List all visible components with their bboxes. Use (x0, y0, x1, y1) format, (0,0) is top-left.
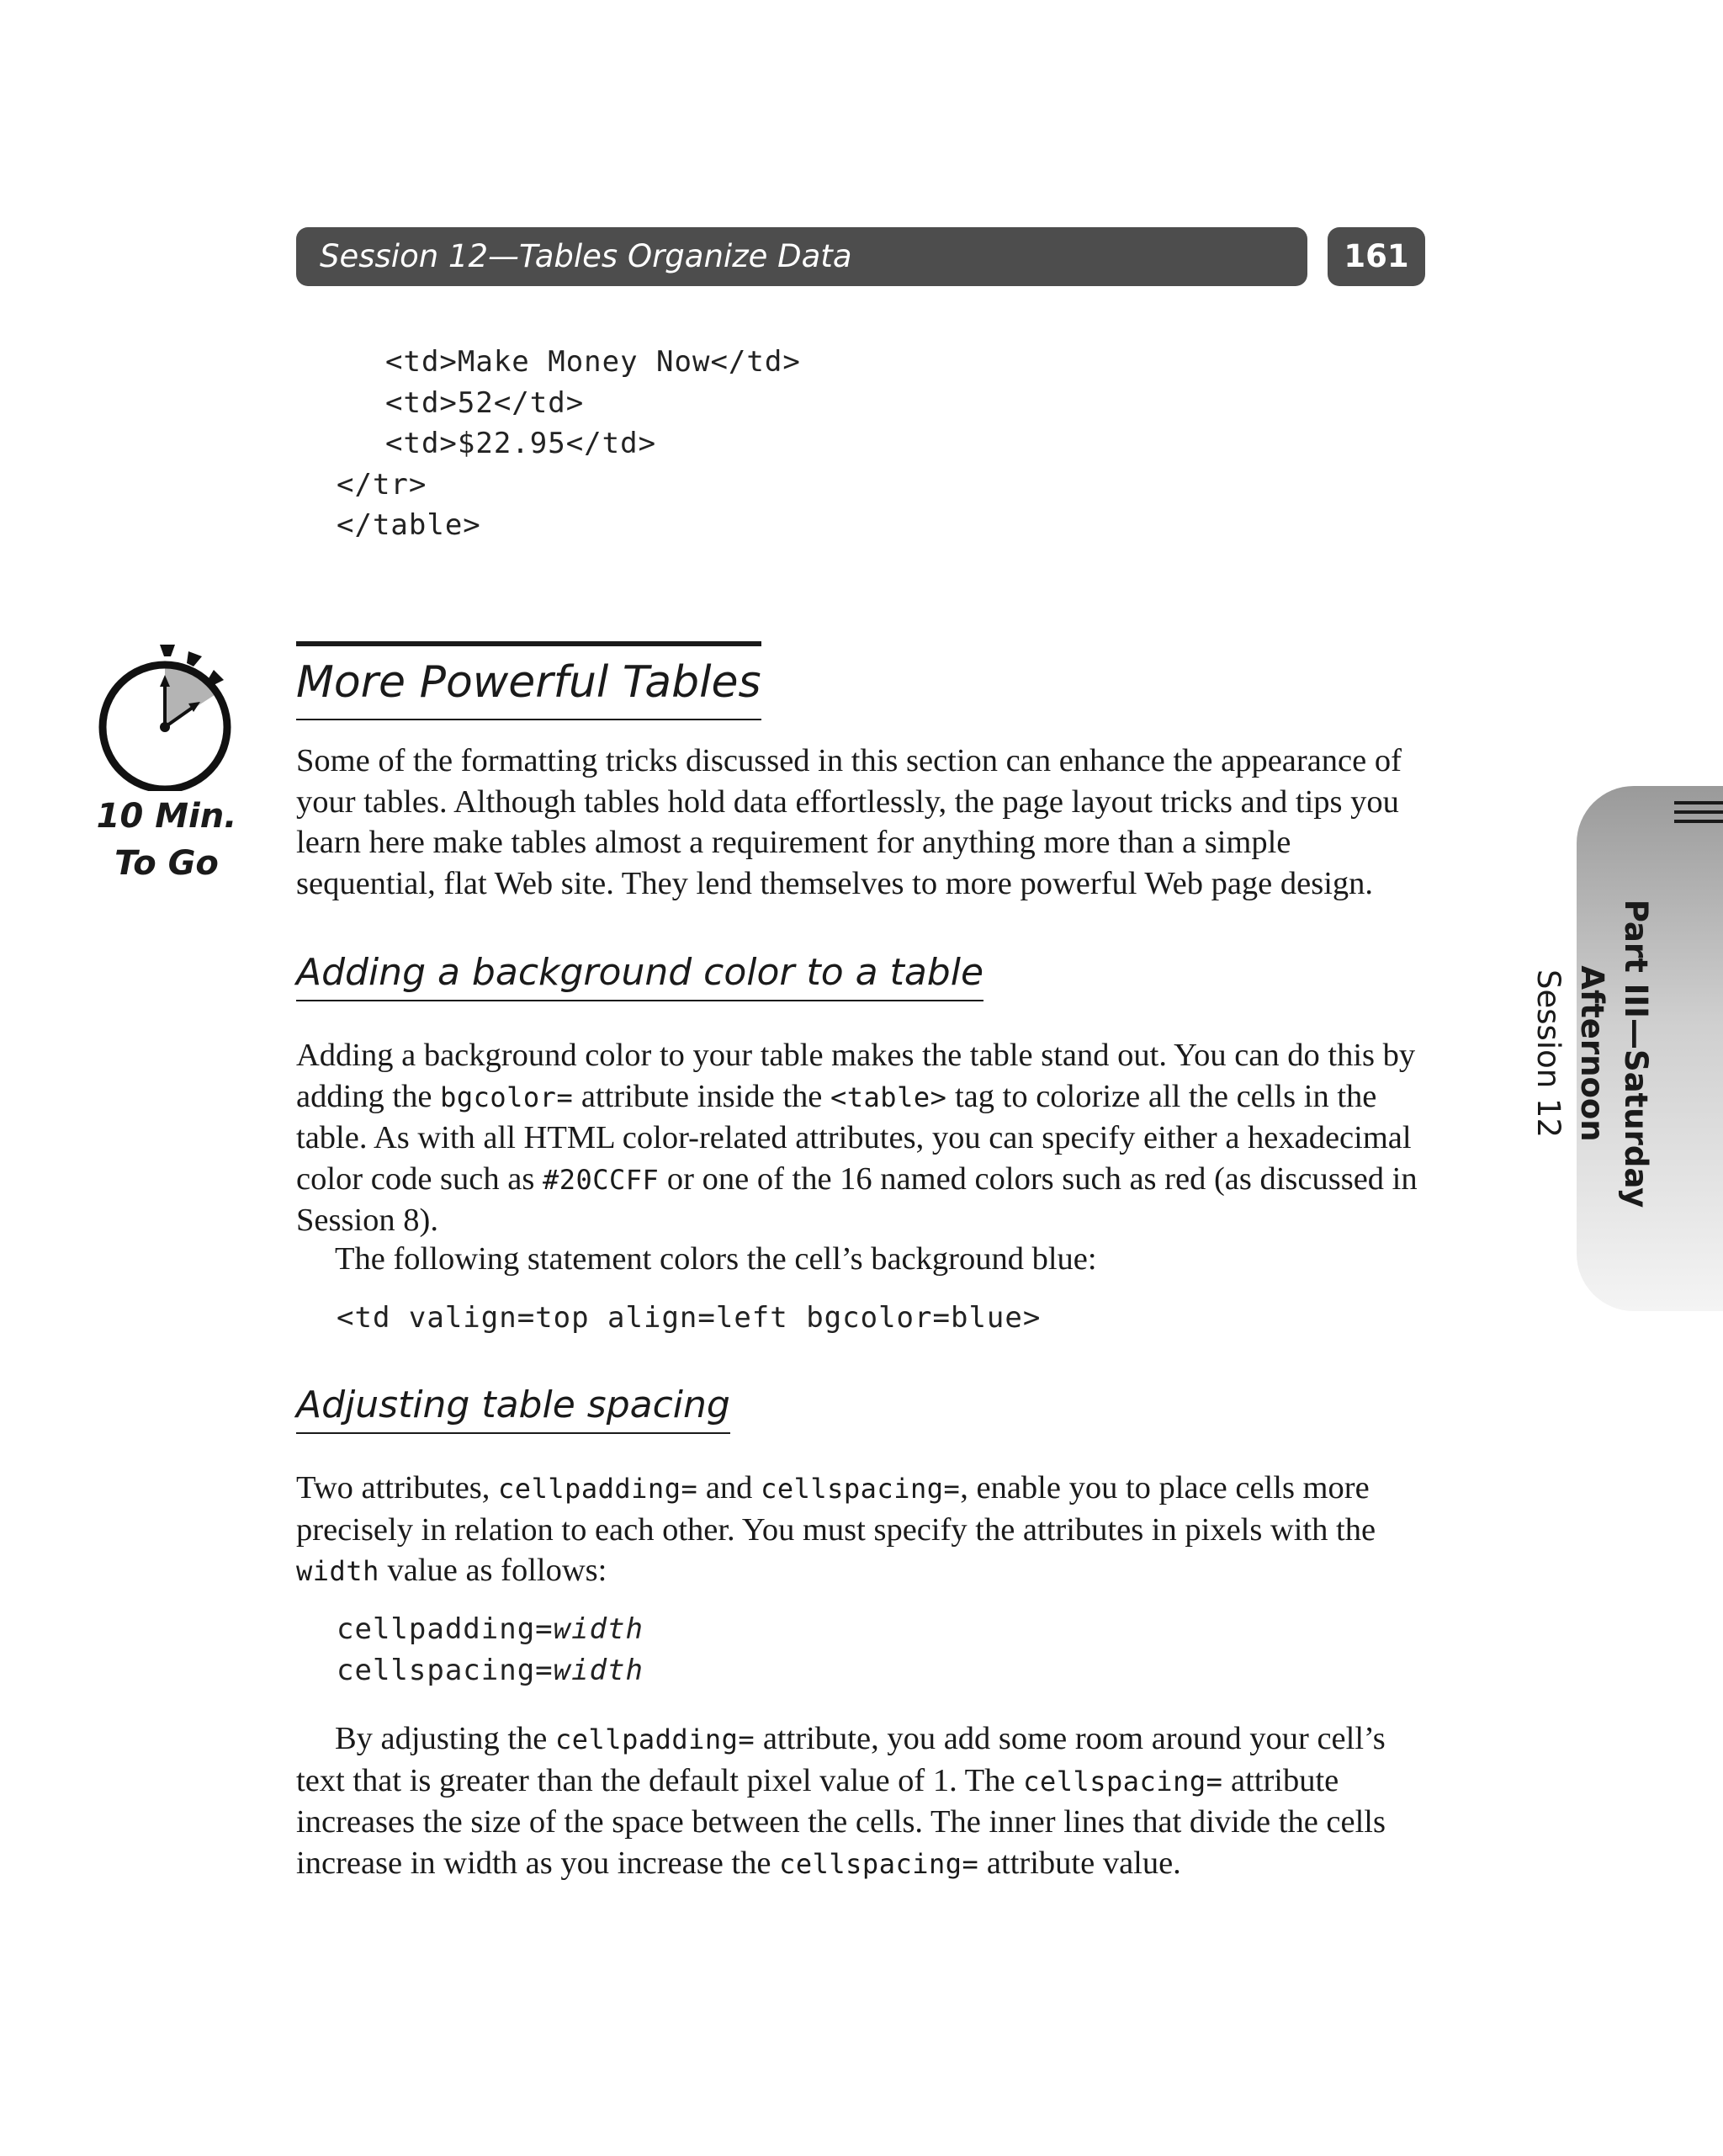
code-line: <td>Make Money Now</td> (385, 345, 801, 379)
cellpadding-paragraph (296, 1718, 1432, 1884)
stopwatch-icon (91, 640, 242, 791)
code-listing-top (337, 342, 801, 546)
time-remaining-line2: To Go (114, 844, 219, 883)
page-number: 161 (1344, 238, 1409, 274)
text-run: Two attributes, (296, 1470, 499, 1505)
inline-code: cellpadding= (498, 1473, 698, 1505)
inline-code: cellspacing= (779, 1847, 979, 1880)
thumb-tab-part: Part III—Saturday Afternoon (1574, 899, 1654, 1208)
inline-code: cellpadding= (555, 1723, 755, 1755)
running-header (296, 227, 1307, 286)
time-remaining-label (84, 793, 249, 887)
time-remaining-line1: 10 Min. (96, 797, 237, 836)
code-line: <td>52</td> (385, 385, 585, 420)
text-run: tag to colorize all the cells in the table. As with all HTML color-related attributes, you can specify either a hexadecimal color code such as (296, 1078, 1412, 1197)
thumb-tab-label (1530, 850, 1657, 1257)
text-run: attribute increases the size of the space between the cells. The inner lines that divide the cells increase in width as you increase the (296, 1762, 1386, 1881)
code-line: </table> (337, 508, 481, 542)
code-listing-spacing (337, 1609, 644, 1691)
code-attr: cellpadding= (337, 1612, 554, 1646)
text-run: , enable you to place cells more precisely in relation to each other. You must specify the attributes in pixels with the (296, 1470, 1376, 1548)
page-number-box (1328, 227, 1425, 286)
spacing-paragraph (296, 1468, 1432, 1592)
inline-code: width (296, 1555, 379, 1587)
text-run: attribute value. (978, 1845, 1181, 1881)
inline-code: cellspacing= (1023, 1765, 1223, 1798)
text-run: or one of the 16 named colors such as red (as discussed in Session 8). (296, 1160, 1418, 1238)
inline-code: cellspacing= (761, 1473, 961, 1505)
text-run: value as follows: (379, 1553, 607, 1588)
inline-code: #20CCFF (542, 1163, 660, 1196)
text-run: By adjusting the (335, 1721, 555, 1756)
subheading-background-color: Adding a background color to a table (296, 946, 983, 1001)
inline-code: bgcolor= (440, 1081, 574, 1113)
text-run: Adding a background color to your table makes the table stand out. You can do this by adding the (296, 1038, 1416, 1114)
code-line: </tr> (337, 467, 427, 502)
background-color-paragraph (296, 1035, 1432, 1241)
text-run: attribute, you add some room around your cell’s text that is greater than the default pixel value of 1. The (296, 1721, 1386, 1798)
section-heading: More Powerful Tables (296, 641, 761, 720)
text-run: and (697, 1470, 761, 1505)
inline-code: <table> (830, 1081, 947, 1113)
statement-intro-paragraph: The following statement colors the cell’s background blue: (335, 1241, 1097, 1277)
intro-paragraph: Some of the formatting tricks discussed in this section can enhance the appearance of your tables. Although tables hold data effortlessly, the page layout tricks and tips you learn here make tables almost a requirement for anything more than a simple sequential, flat Web site. They lend themselves to more powerful Web page design. (296, 743, 1402, 901)
thumb-tab-rules (1674, 801, 1723, 829)
thumb-tab-session: Session 12 (1530, 969, 1567, 1138)
text-run: attribute inside the (573, 1078, 830, 1114)
header-title: Session 12—Tables Organize Data (320, 238, 852, 274)
code-listing-bgcolor: <td valign=top align=left bgcolor=blue> (337, 1301, 1042, 1335)
subheading-table-spacing: Adjusting table spacing (296, 1378, 730, 1434)
code-value: width (553, 1612, 644, 1646)
code-line: <td>$22.95</td> (385, 427, 657, 460)
code-attr: cellspacing= (337, 1653, 554, 1687)
code-value: width (553, 1653, 644, 1687)
